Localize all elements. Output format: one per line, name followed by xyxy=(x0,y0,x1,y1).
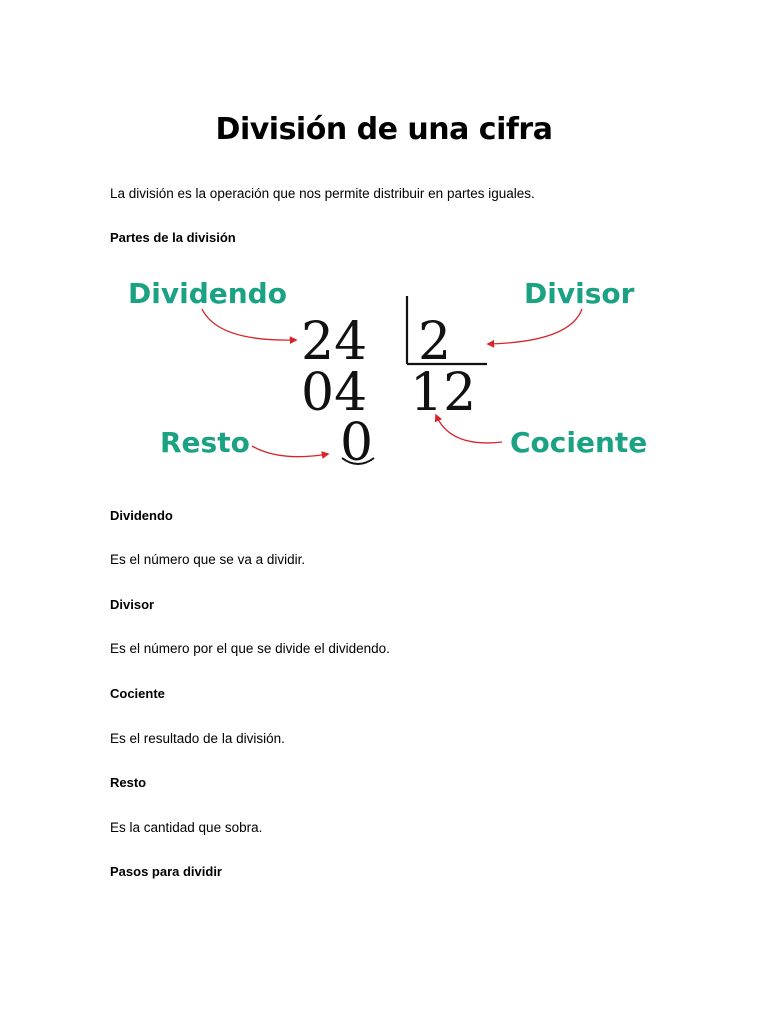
heading-divisor: Divisor xyxy=(110,597,155,612)
number-quotient: 12 xyxy=(410,363,477,423)
text-dividendo: Es el número que se va a dividir. xyxy=(110,552,306,567)
arrow-dividendo xyxy=(202,309,296,340)
label-cociente: Cociente xyxy=(510,426,648,459)
parts-heading: Partes de la división xyxy=(110,230,236,245)
arrow-divisor xyxy=(488,309,582,344)
number-dividend: 24 xyxy=(301,312,368,372)
division-diagram xyxy=(110,262,658,474)
arrow-resto xyxy=(252,446,328,457)
heading-cociente: Cociente xyxy=(110,686,165,701)
number-partial: 04 xyxy=(301,363,368,423)
document-title: División de una cifra xyxy=(215,112,553,147)
intro-paragraph: La división es la operación que nos permite distribuir en partes iguales. xyxy=(110,186,535,201)
division-diagram-svg xyxy=(110,262,658,474)
text-cociente: Es el resultado de la división. xyxy=(110,731,285,746)
number-divisor: 2 xyxy=(418,312,452,372)
label-dividendo: Dividendo xyxy=(128,277,287,310)
steps-heading: Pasos para dividir xyxy=(110,864,222,879)
number-remainder: 0 xyxy=(340,413,374,473)
label-resto: Resto xyxy=(160,426,250,459)
text-resto: Es la cantidad que sobra. xyxy=(110,820,263,835)
heading-resto: Resto xyxy=(110,775,147,790)
label-divisor: Divisor xyxy=(524,277,635,310)
heading-dividendo: Dividendo xyxy=(110,508,173,523)
text-divisor: Es el número por el que se divide el dividendo. xyxy=(110,641,390,656)
